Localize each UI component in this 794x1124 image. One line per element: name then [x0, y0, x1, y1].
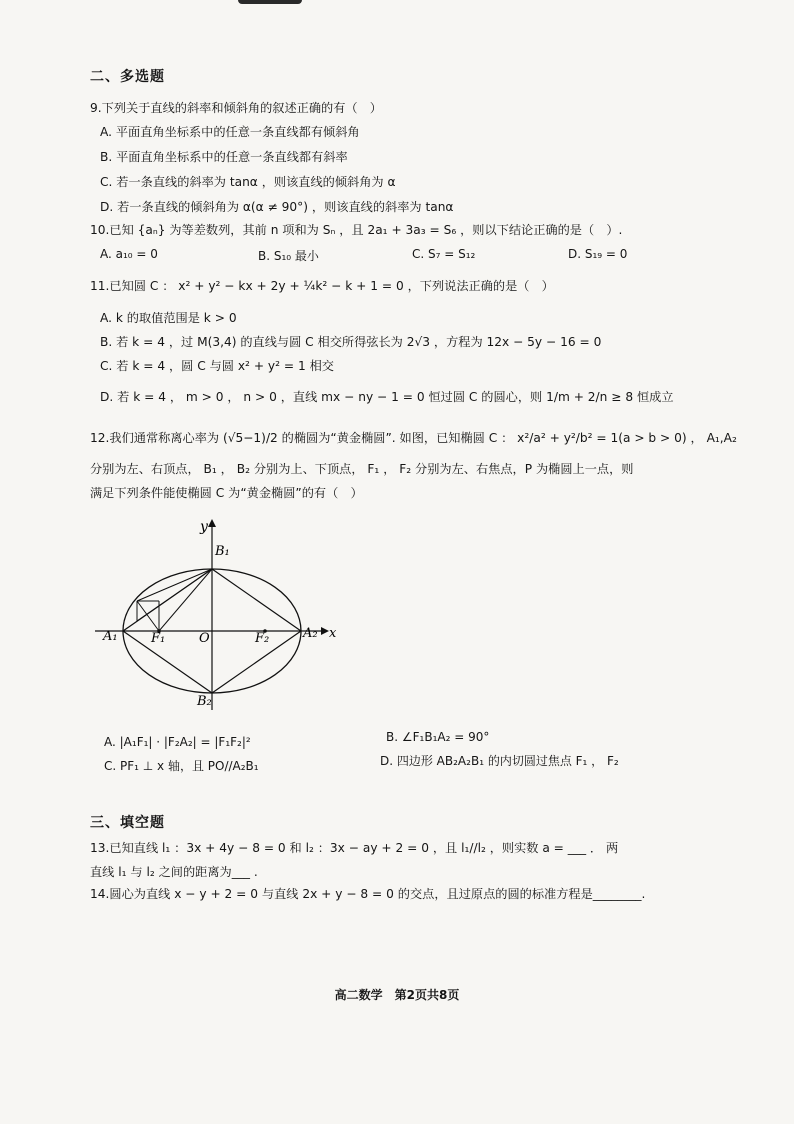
q11-option-a: A. k 的取值范围是 k > 0 — [100, 311, 237, 325]
q12-option-d: D. 四边形 AB₂A₂B₁ 的内切圆过焦点 F₁ ， F₂ — [380, 754, 619, 768]
q12-line2: 分别为左、右顶点， B₁ ， B₂ 分别为上、下顶点， F₁ ， F₂ 分别为左、右焦点，P 为椭圆上一点，则 — [90, 462, 634, 476]
q10-option-b: B. S₁₀ 最小 — [258, 249, 319, 263]
q9-option-a: A. 平面直角坐标系中的任意一条直线都有倾斜角 — [100, 125, 360, 139]
label-a1: A₁ — [103, 629, 118, 644]
segment-cross — [137, 601, 159, 631]
q11-option-c: C. 若 k = 4 ，圆 C 与圆 x² + y² = 1 相交 — [100, 359, 334, 373]
q14-line1: 14.圆心为直线 x − y + 2 = 0 与直线 2x + y − 8 = 0 的交点，且过原点的圆的标准方程是________. — [90, 887, 646, 901]
label-b2: B₂ — [197, 694, 212, 709]
q13-line2: 直线 l₁ 与 l₂ 之间的距离为___ . — [90, 865, 258, 879]
q11-option-d: D. 若 k = 4 ， m > 0 ， n > 0 ，直线 mx − ny − 1 = 0 恒过圆 C 的圆心，则 1/m + 2/n ≥ 8 恒成立 — [100, 390, 674, 404]
segment-top — [137, 569, 212, 601]
q10-option-a: A. a₁₀ = 0 — [100, 247, 158, 261]
q12-option-b: B. ∠F₁B₁A₂ = 90° — [386, 730, 490, 744]
q12-line1: 12.我们通常称离心率为 (√5−1)/2 的椭圆为“黄金椭圆”. 如图，已知椭圆 C ： x²/a² + y²/b² = 1(a > b > 0) ， A₁,A₂ — [90, 431, 737, 445]
y-axis-arrow — [208, 519, 216, 527]
q12-line3: 满足下列条件能使椭圆 C 为“黄金椭圆”的有（ ） — [90, 486, 363, 500]
section-title-multi: 二、多选题 — [90, 69, 165, 85]
page-footer: 高二数学 第2页共8页 — [334, 988, 460, 1002]
q10-option-c: C. S₇ = S₁₂ — [412, 247, 476, 261]
q13-line1: 13.已知直线 l₁ ：3x + 4y − 8 = 0 和 l₂ ：3x − ay + 2 = 0 ，且 l₁//l₂ ，则实数 a = ___ ． 两 — [90, 841, 619, 855]
ellipse-figure — [95, 515, 355, 725]
q11-option-b: B. 若 k = 4 ，过 M(3,4) 的直线与圆 C 相交所得弦长为 2√3 ，方程为 12x − 5y − 16 = 0 — [100, 335, 602, 349]
label-f1: F₁ — [151, 631, 166, 646]
label-a2: A₂ — [303, 626, 318, 641]
q9-option-d: D. 若一条直线的倾斜角为 α(α ≠ 90°) ，则该直线的斜率为 tanα — [100, 200, 454, 214]
q12-option-c: C. PF₁ ⊥ x 轴，且 PO//A₂B₁ — [104, 759, 259, 773]
q12-option-a: A. |A₁F₁| · |F₂A₂| = |F₁F₂|² — [104, 735, 251, 749]
q10-stem: 10.已知 {aₙ} 为等差数列，其前 n 项和为 Sₙ ，且 2a₁ + 3a₃ = S₆ ，则以下结论正确的是（ ）. — [90, 223, 623, 237]
label-f2: F₂ — [255, 631, 270, 646]
q10-option-d: D. S₁₉ = 0 — [568, 247, 628, 261]
label-x: x — [329, 626, 337, 641]
label-y: y — [200, 519, 208, 535]
q9-option-c: C. 若一条直线的斜率为 tanα ，则该直线的倾斜角为 α — [100, 175, 396, 189]
q9-stem: 9.下列关于直线的斜率和倾斜角的叙述正确的有（ ） — [90, 101, 382, 115]
q11-stem: 11.已知圆 C ： x² + y² − kx + 2y + ¼k² − k + 1 = 0 ，下列说法正确的是（ ） — [90, 279, 554, 293]
x-axis-arrow — [321, 627, 329, 635]
section-title-fill: 三、填空题 — [90, 815, 165, 831]
q9-option-b: B. 平面直角坐标系中的任意一条直线都有斜率 — [100, 150, 348, 164]
label-o: O — [199, 631, 210, 646]
scan-artifact — [238, 0, 302, 4]
label-b1: B₁ — [215, 544, 230, 559]
